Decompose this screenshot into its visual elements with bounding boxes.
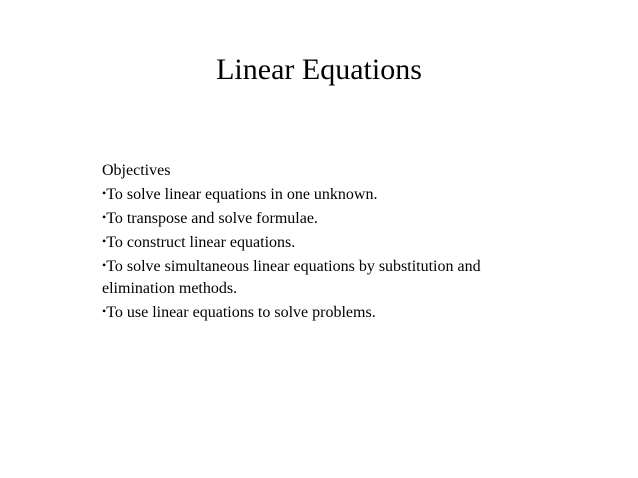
bullet-icon: •	[102, 258, 107, 272]
slide-title: Linear Equations	[216, 53, 422, 86]
list-item	[102, 230, 542, 254]
bullet-text: To solve simultaneous linear equations by substitution and elimination methods.	[102, 258, 481, 297]
bullet-text: To use linear equations to solve problems.	[106, 304, 376, 321]
list-item	[102, 254, 542, 300]
bullet-icon: •	[102, 234, 107, 248]
objectives-list	[102, 182, 542, 324]
bullet-icon: •	[102, 210, 107, 224]
bullet-text: To transpose and solve formulae.	[106, 210, 318, 227]
bullet-text: To construct linear equations.	[106, 234, 296, 251]
list-item	[102, 300, 542, 324]
bullet-text: To solve linear equations in one unknown.	[106, 186, 378, 203]
objectives-heading: Objectives	[102, 162, 171, 179]
bullet-icon: •	[102, 304, 107, 318]
bullet-icon: •	[102, 186, 107, 200]
list-item	[102, 206, 542, 230]
list-item	[102, 182, 542, 206]
slide-content	[102, 160, 542, 324]
